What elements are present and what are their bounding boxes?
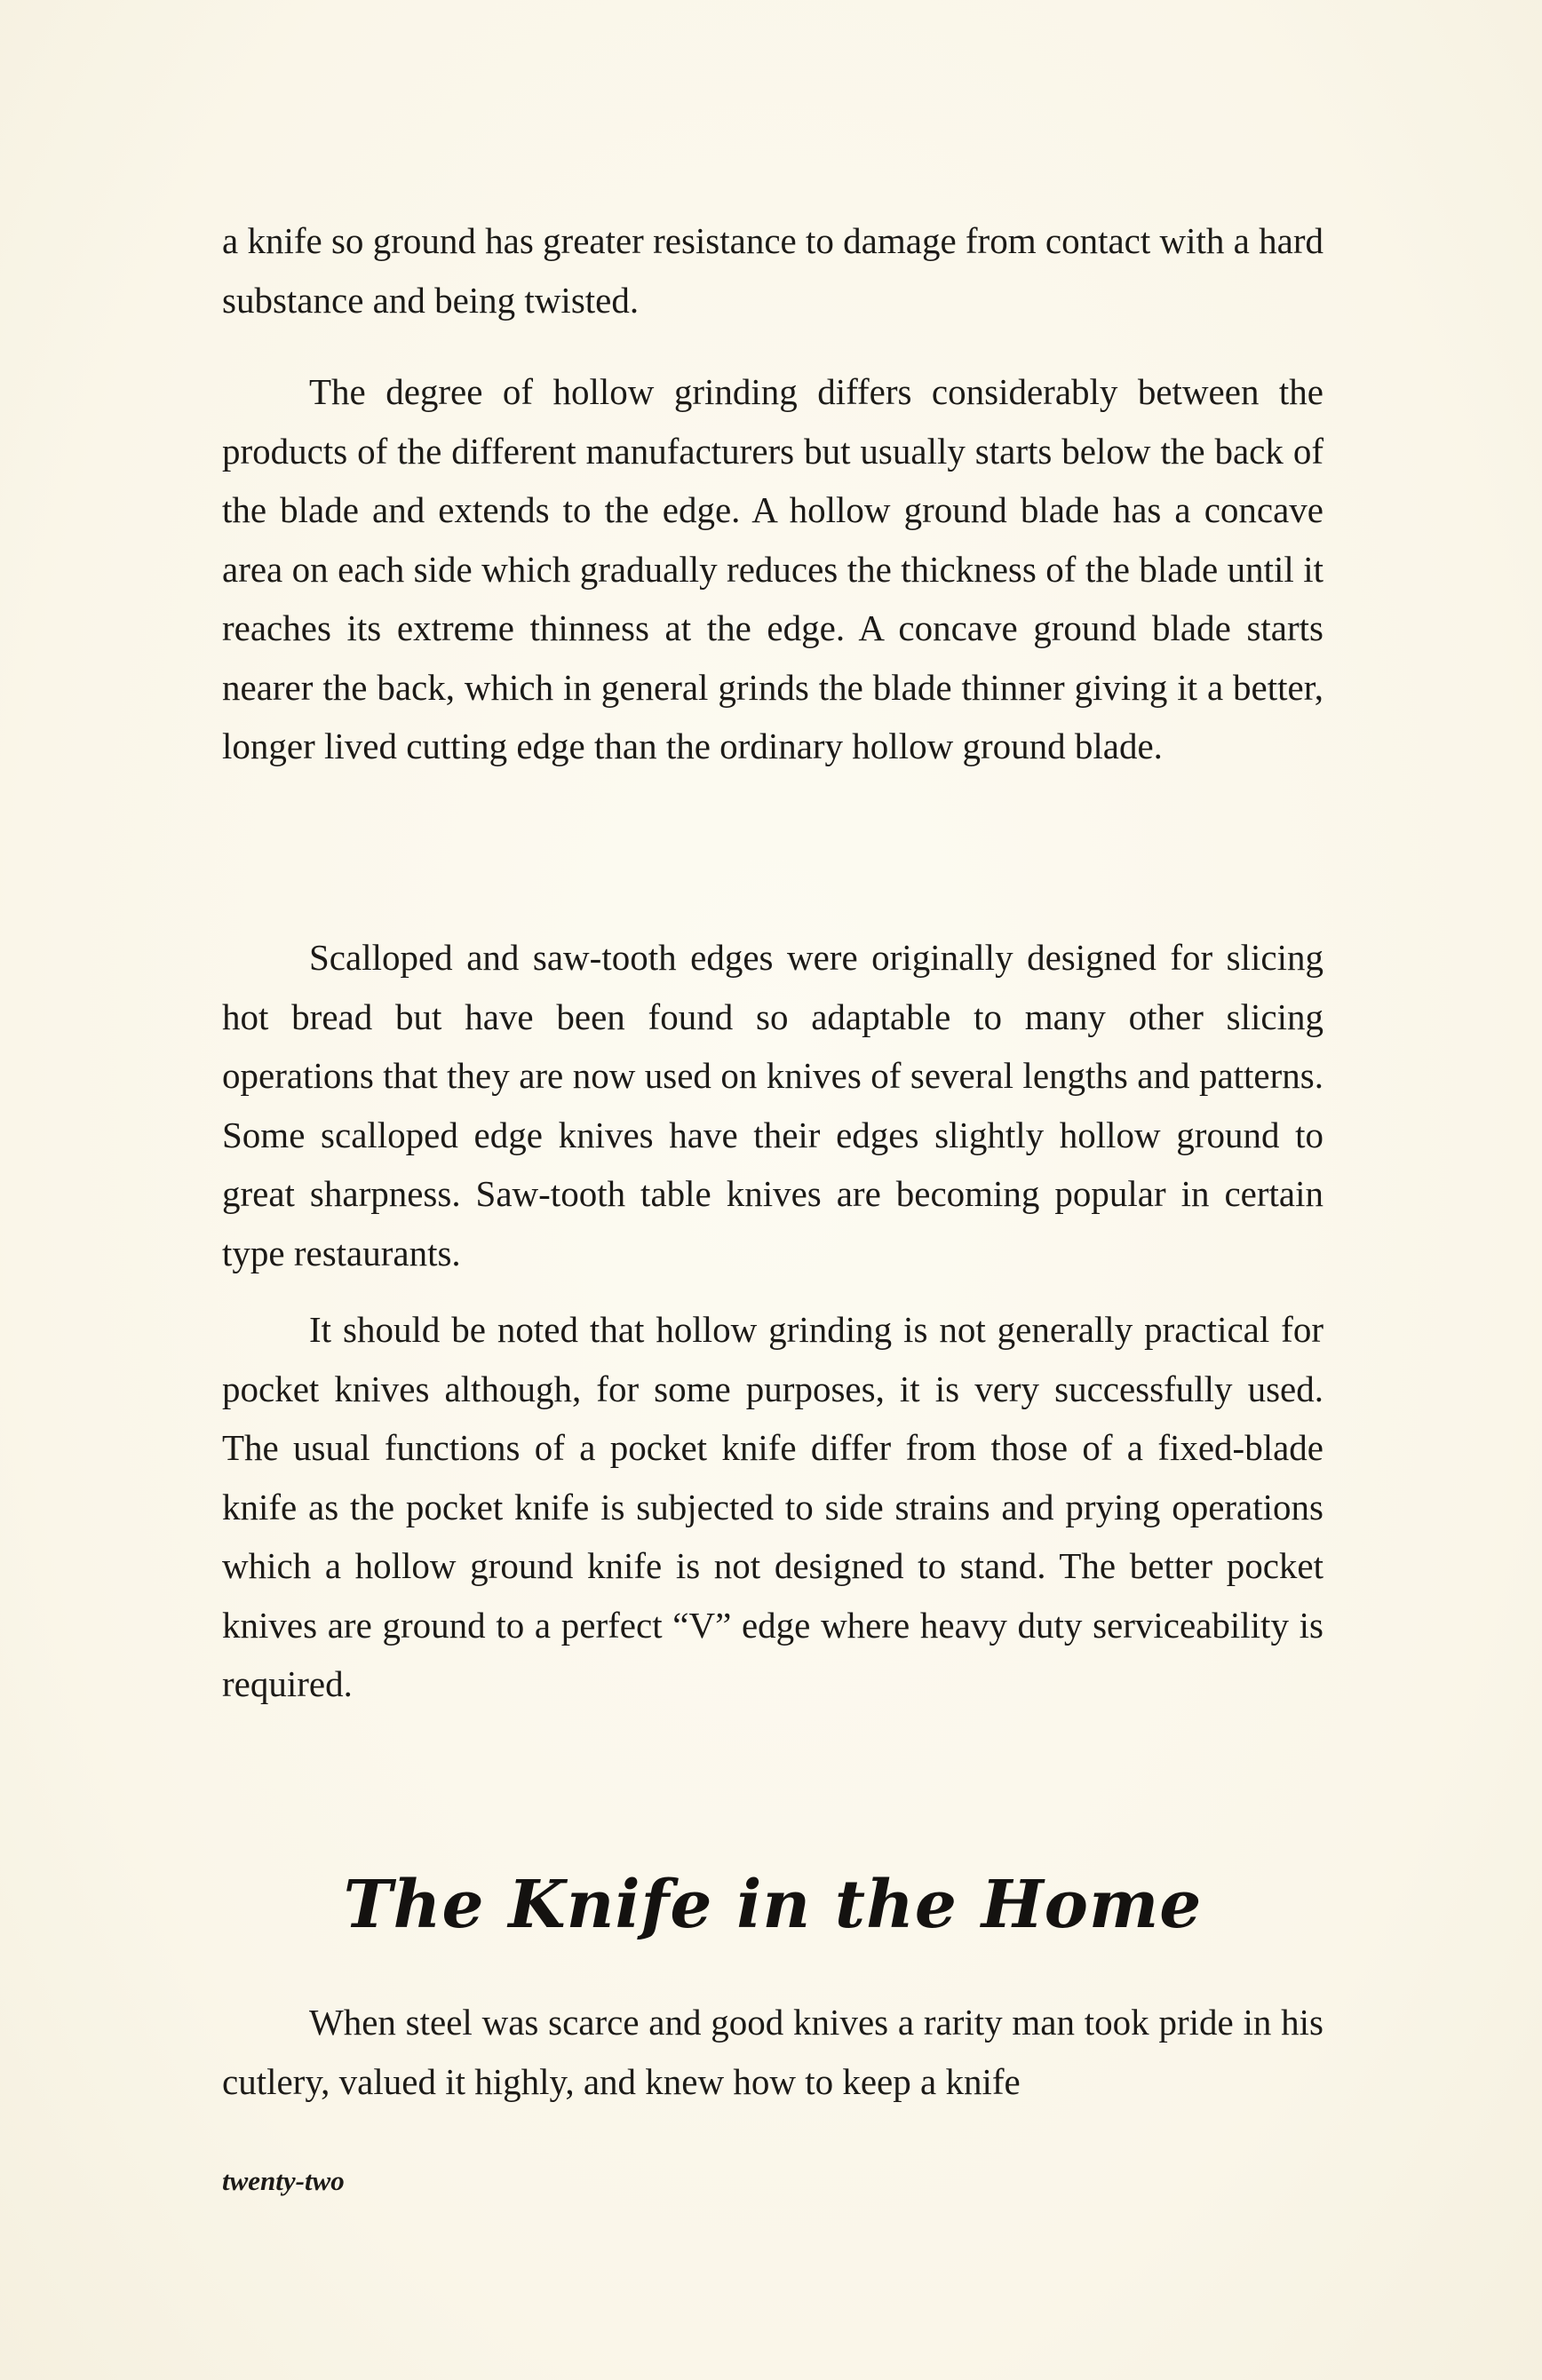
paragraph-continued: a knife so ground has greater resistance to damage from contact with a hard substance and being twisted.: [222, 220, 1323, 321]
paragraph-pocket-knives: It should be noted that hollow grinding is not generally practical for pocket knives although, for some purposes, it is very successfully used. The usual functions of a pocket knife differ from those of a fixed-blade knife as the pocket knife is subjected to side strains and prying operations which a hollow ground knife is not designed to stand. The better pocket knives are ground to a perfect “V” edge where heavy duty serviceability is required.: [222, 1309, 1323, 1704]
section-heading: The Knife in the Home: [343, 1867, 1203, 1943]
paragraph-hollow-grinding: The degree of hollow grinding differs considerably between the products of the different manufacturers but usually starts below the back of the blade and extends to the edge. A hollow ground blade has a concave area on each side which gradually reduces the thickness of the blade until it reaches its extreme thinness at the edge. A concave ground blade starts nearer the back, which in general grinds the blade thinner giving it a better, longer lived cutting edge than the ordinary hollow ground blade.: [222, 371, 1323, 766]
paragraph-knife-in-home: When steel was scarce and good knives a rarity man took pride in his cutlery, valued it highly, and knew how to keep a knife: [222, 2002, 1323, 2102]
paragraph-scalloped-edges: Scalloped and saw-tooth edges were originally designed for slicing hot bread but have been found so adaptable to many other slicing operations that they are now used on knives of several lengths and patterns. Some scalloped edge knives have their edges slightly hollow ground to great sharpness. Saw-tooth table knives are becoming popular in certain type restaurants.: [222, 937, 1323, 1273]
page-number: twenty-two: [222, 2165, 345, 2196]
